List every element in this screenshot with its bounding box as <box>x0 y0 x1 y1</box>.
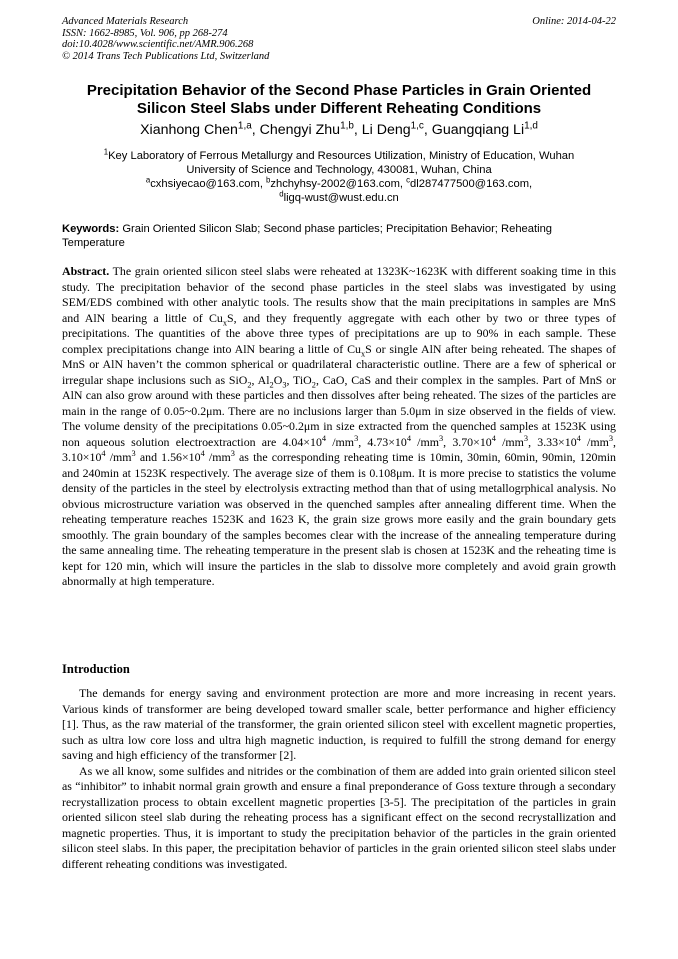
author-name: Li Deng <box>361 122 411 138</box>
affil-sup: 1 <box>103 147 109 157</box>
email-link[interactable]: dl287477500@163.com <box>410 178 530 190</box>
email-link[interactable]: ligq-wust@wust.edu.cn <box>283 192 399 204</box>
issn-line: ISSN: 1662-8985, Vol. 906, pp 268-274 <box>62 27 228 39</box>
author-list: Xianhong Chen$^{1,a}$, Chengyi Zhu$^{1,b}$, Li Deng$^{1,c}$, Guangqiang Li$^{1,d}$ <box>140 120 538 138</box>
keywords-block <box>62 222 616 250</box>
email-link[interactable]: cxhsiyecao@163.com <box>150 178 260 190</box>
affiliation-line-1: Key Laboratory of Ferrous Metallurgy and Resources Utilization, Ministry of Education, Wuhan <box>108 150 575 162</box>
keywords-text: Grain Oriented Silicon Slab; Second phase particles; Precipitation Behavior; Reheating Temperature <box>62 223 553 249</box>
introduction-heading: Introduction <box>62 662 130 676</box>
intro-paragraph-2: As we all know, some sulfides and nitrides or the combination of them are added into grain oriented silicon steel as “inhibitor” to inhabit normal grain growth and ensure a final preponderance of Goss texture through a secondary recrystallization process to obtain excellent magnetic properties [3-5]. The precipitation of the particles in grain oriented silicon steel slab during the reheating process has a significant effect on the second recrystallization and magnetic properties. Thus, it is important to study the precipitation behavior of the particles in the grain oriented silicon steel slabs. In this paper, the precipitation behavior of particles in the grain oriented silicon steel slabs under different reheating conditions was investigated. <box>62 763 616 871</box>
author-affil-sup: 1,b <box>340 120 354 132</box>
email-line: $^a$cxhsiyecao@163.com, $^b$zhchyhsy-2002@163.com, $^c$dl287477500@163.com, <box>145 175 533 190</box>
author-name: Chengyi Zhu <box>259 122 341 138</box>
publication-info <box>62 16 269 62</box>
copyright-line: © 2014 Trans Tech Publications Ltd, Switzerland <box>62 50 270 62</box>
author-name: Guangqiang Li <box>431 122 525 138</box>
affiliation-line-2: University of Science and Technology, 430081, Wuhan, China <box>186 164 492 176</box>
author-name: Xianhong Chen <box>140 122 238 138</box>
email-link[interactable]: zhchyhsy-2002@163.com <box>270 178 400 190</box>
paper-title <box>62 82 616 118</box>
journal-name: Advanced Materials Research <box>62 16 189 27</box>
author-affil-sup: 1,c <box>410 120 424 132</box>
title-line-1: Precipitation Behavior of the Second Phase Particles in Grain Oriented <box>86 82 592 99</box>
affiliation-block: $^1$Key Laboratory of Ferrous Metallurgy and Resources Utilization, Ministry of Education, Wuhan University of Science and Technology, 430081, Wuhan, China $^a$cxhsiyecao@163.com, $^b$zhchyhsy-2002@163.com, $^c$dl287477500@163.com, $^d$ligq-wust@wust.edu.cn <box>62 149 616 205</box>
author-affil-sup: 1,a <box>237 120 252 132</box>
title-line-2: Silicon Steel Slabs under Different Reheating Conditions <box>136 100 542 117</box>
introduction-body <box>62 686 616 872</box>
online-date: Online: 2014-04-22 <box>532 16 616 27</box>
doi-line: doi:10.4028/www.scientific.net/AMR.906.268 <box>62 39 254 50</box>
author-affil-sup: 1,d <box>524 120 538 132</box>
abstract-label: Abstract. <box>62 264 110 278</box>
keywords-label: Keywords: <box>62 223 120 235</box>
intro-paragraph-1: The demands for energy saving and environment protection are more and more increasing in recent years. Various kinds of transformer are being developed toward smaller scale, better performance and higher efficiency [1]. Thus, as the raw material of the transformer, the grain oriented silicon steel with excellent magnetic properties, such as ultra low core loss and ultra high magnetic induction, is required to fulfill the strong demand for energy saving and high efficiency of the transformer [2]. <box>62 686 616 762</box>
abstract-block: Abstract. The grain oriented silicon steel slabs were reheated at 1323K~1623K with different soaking time in this study. The precipitation behavior of the second phase particles in the steel slabs was investigated by using SEM/EDS combined with other analytic tools. The results show that the main precipitations in samples are MnS and AlN bearing a little of $Cu_xS$, and they frequently aggregate with each other by two or three types of precipitations. The quantities of the above three types of precipitations are up to 90% in each sample. These complex precipitations change into AlN bearing a little of $Cu_xS$ or single AlN after being reheated. The shapes of MnS or AlN haven’t the common spherical or quadrilateral characteristic outline. There are a few of spherical or irregular shape inclusions such as SiO$_2$, $Al_2O_3$, TiO$_2$, CaO, CaS and their complex in the samples. Part of MnS or AlN can also grow around with these particles and then dissolves after being reheated. The sizes of the particles are main in the range of 0.05~0.2μm. There are no inclusions larger than 5.0μm in size observed in the fields of view. The volume density of the precipitations 0.05~0.2μm in size extracted from the quenched samples at 1523K using non aqueous solution electroextraction are $4.04\times 10^4$ $/mm^3$, $4.73\times 10^4$ $/mm^3$, $3.70\times 10^4$ $/mm^3$, $3.33\times 10^4$ $/mm^3$, $3.10\times 10^4$ $/mm^3$ and $1.56\times 10^4$ $/mm^3$ as the corresponding reheating time is 10min, 30min, 60min, 90min, 120min and 240min at 1523K respectively. The average size of them is 0.108μm. It is more precise to statistics the volume density of the particles in the steel by electrolysis extracting method than that of using metallogrphical analysis. No obvious microstructure variation was observed in the quenched samples after annealing different time. When the reheating temperature reaches 1523K and 1623 K, the grain size grows more easily and the grain boundary gets smoothly. The grain boundary of the samples becomes clear with the increase of the annealing temperature during the same annealing time. The reheating temperature in the present slab is chosen at 1523K and the reheating time is kept for 120 min, which will insure the particles in the slab to dissolve more completely and avoid grain growth abnormally at high temperature. <box>62 264 616 588</box>
